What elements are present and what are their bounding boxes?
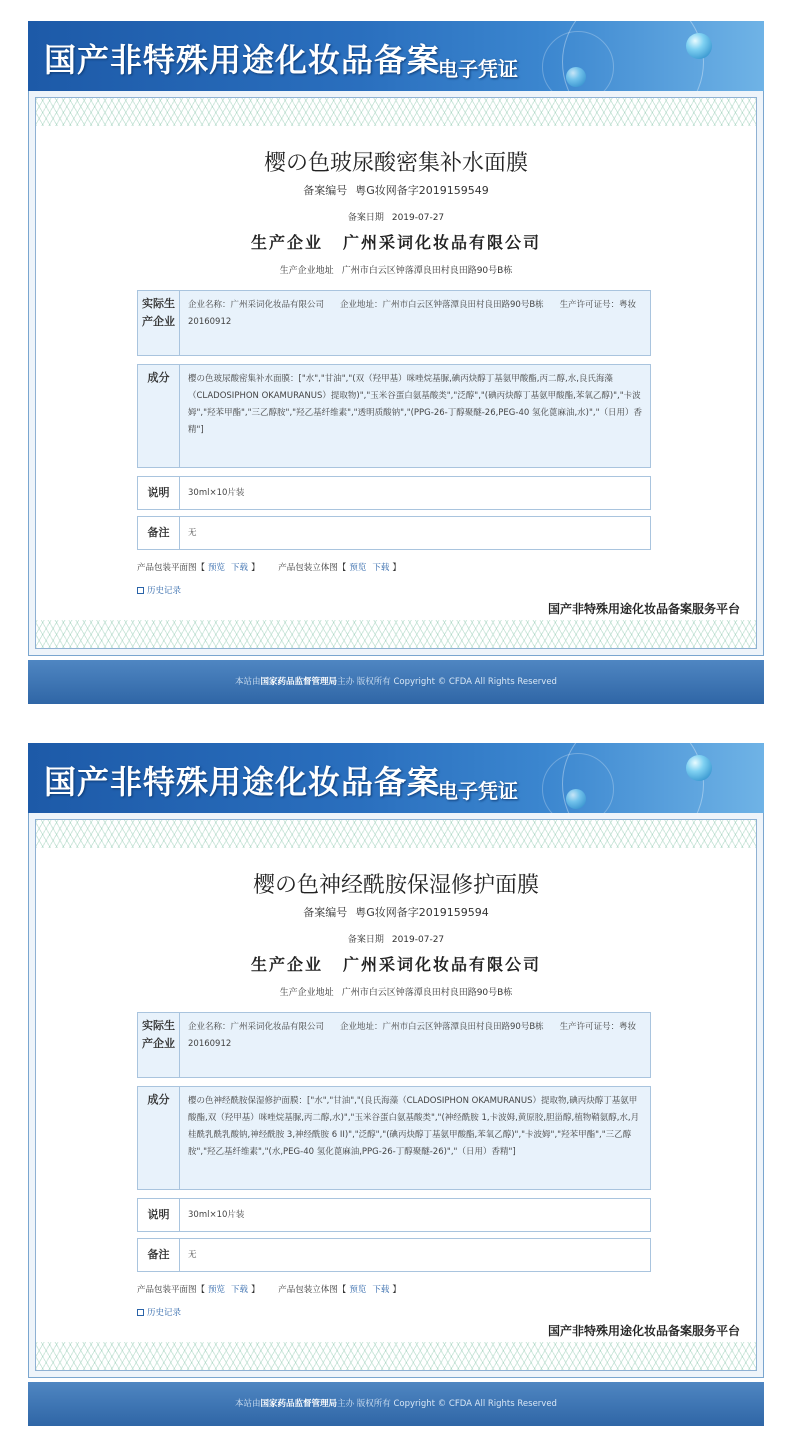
flat-preview-link[interactable]: 预览 <box>208 563 226 573</box>
ingredients-label: 成分 <box>138 365 180 467</box>
ingredients-box <box>137 364 651 468</box>
registration-date: 备案日期 2019-07-27 <box>347 213 445 223</box>
registration-number: 备案编号 粤G妆网备字2019159594 <box>303 906 489 919</box>
actual-manufacturer-label: 实际生产企业 <box>138 291 180 355</box>
manufacturer-address: 生产企业地址 广州市白云区钟落潭良田村良田路90号B栋 <box>279 988 513 998</box>
certificate-frame <box>28 91 764 656</box>
flat-download-link[interactable]: 下载 <box>231 563 249 573</box>
description-box <box>137 476 651 510</box>
product-title: 樱の色玻尿酸密集补水面膜 <box>263 151 528 176</box>
remarks-label: 备注 <box>138 1239 180 1271</box>
package-image-links: 产品包装平面图【 预览 下载 】 产品包装立体图【 预览 下载 】 <box>137 1285 401 1295</box>
banner-subtitle: 电子凭证 <box>438 57 518 81</box>
history-link[interactable]: 历史记录 <box>137 1306 181 1318</box>
remarks-value: 无 <box>188 1249 197 1260</box>
certificate-frame <box>28 813 764 1378</box>
actual-manufacturer-value: 企业名称：广州采词化妆品有限公司 企业地址：广州市白云区钟落潭良田村良田路90号B栋 生产许可证号：粤妆20160912 <box>188 1022 637 1049</box>
actual-manufacturer-box <box>137 1012 651 1078</box>
remarks-box <box>137 516 651 550</box>
platform-name: 国产非特殊用途化妆品备案服务平台 <box>547 602 740 616</box>
decorative-wave-top <box>36 820 756 848</box>
platform-name: 国产非特殊用途化妆品备案服务平台 <box>547 1324 740 1338</box>
footer-org: 国家药品监督管理局 <box>260 1399 338 1409</box>
banner <box>28 743 764 813</box>
banner <box>28 21 764 91</box>
molecule-icon <box>566 67 586 87</box>
ingredients-value: 樱の色玻尿酸密集补水面膜：["水","甘油","(双（羟甲基）咪唑烷基脲,碘丙炔醇丁基氨甲酸酯,丙二醇,水,良氏海藻（CLADOSIPHON OKAMURANUS）提取物)","玉米谷蛋白氨基酸类","泛醇","(碘丙炔醇丁基氨甲酸酯,苯氧乙醇)","卡波姆","羟苯甲酯","三乙醇胺","羟乙基纤维素","透明质酸钠","(PPG-26-丁醇聚醚-26,PEG-40 氢化蓖麻油,水)","（日用）香精"] <box>188 374 643 435</box>
description-value: 30ml×10片装 <box>188 487 245 498</box>
actual-manufacturer-label: 实际生产企业 <box>138 1013 180 1077</box>
certificate-paper <box>35 97 757 649</box>
decorative-wave-bottom <box>36 620 756 648</box>
solid-preview-link[interactable]: 预览 <box>349 563 367 573</box>
flat-download-link[interactable]: 下载 <box>231 1285 249 1295</box>
description-value: 30ml×10片装 <box>188 1209 245 1220</box>
banner-subtitle: 电子凭证 <box>438 779 518 803</box>
remarks-label: 备注 <box>138 517 180 549</box>
actual-manufacturer-value: 企业名称：广州采词化妆品有限公司 企业地址：广州市白云区钟落潭良田村良田路90号B栋 生产许可证号：粤妆20160912 <box>188 300 637 327</box>
description-box <box>137 1198 651 1232</box>
external-link-icon <box>137 1309 144 1316</box>
registration-number: 备案编号 粤G妆网备字2019159549 <box>303 184 489 197</box>
description-label: 说明 <box>138 477 180 509</box>
package-image-links: 产品包装平面图【 预览 下载 】 产品包装立体图【 预览 下载 】 <box>137 563 401 573</box>
solid-download-link[interactable]: 下载 <box>372 1285 390 1295</box>
banner-title: 国产非特殊用途化妆品备案 <box>44 41 441 79</box>
manufacturer: 生产企业 广州采词化妆品有限公司 <box>250 233 542 252</box>
product-title: 樱の色神经酰胺保湿修护面膜 <box>252 873 539 898</box>
remarks-box <box>137 1238 651 1272</box>
remarks-value: 无 <box>188 527 197 538</box>
external-link-icon <box>137 587 144 594</box>
ingredients-value: 樱の色神经酰胺保湿修护面膜：["水","甘油","(良氏海藻（CLADOSIPHON OKAMURANUS）提取物,碘丙炔醇丁基氨甲酸酯,双（羟甲基）咪唑烷基脲,丙二醇,水)","玉米谷蛋白氨基酸类","(神经酰胺 1,卡波姆,黄原胶,胆甾醇,植物鞘氨醇,水,月桂酰乳酰乳酸钠,神经酰胺 3,神经酰胺 6 II)","泛醇","(碘丙炔醇丁基氨甲酸酯,苯氧乙醇)","卡波姆","羟苯甲酯","三乙醇胺","羟乙基纤维素","(水,PEG-40 氢化蓖麻油,PPG-26-丁醇聚醚-26)","（日用）香精"] <box>188 1096 640 1157</box>
manufacturer-address: 生产企业地址 广州市白云区钟落潭良田村良田路90号B栋 <box>279 266 513 276</box>
molecule-icon <box>566 789 586 809</box>
solid-preview-link[interactable]: 预览 <box>349 1285 367 1295</box>
globe-icon <box>686 33 712 59</box>
ingredients-label: 成分 <box>138 1087 180 1189</box>
banner-title: 国产非特殊用途化妆品备案 <box>44 763 441 801</box>
registration-date: 备案日期 2019-07-27 <box>347 935 445 945</box>
certificate-1 <box>28 21 764 704</box>
footer: 本站由国家药品监督管理局主办 版权所有 Copyright © CFDA All Rights Reserved <box>28 660 764 704</box>
certificate-2 <box>28 743 764 1426</box>
manufacturer: 生产企业 广州采词化妆品有限公司 <box>250 955 542 974</box>
certificate-paper <box>35 819 757 1371</box>
solid-download-link[interactable]: 下载 <box>372 563 390 573</box>
globe-icon <box>686 755 712 781</box>
flat-preview-link[interactable]: 预览 <box>208 1285 226 1295</box>
actual-manufacturer-box <box>137 290 651 356</box>
decorative-wave-top <box>36 98 756 126</box>
footer-org: 国家药品监督管理局 <box>260 677 338 687</box>
decorative-wave-bottom <box>36 1342 756 1370</box>
history-link[interactable]: 历史记录 <box>137 584 181 596</box>
ingredients-box <box>137 1086 651 1190</box>
description-label: 说明 <box>138 1199 180 1231</box>
footer: 本站由国家药品监督管理局主办 版权所有 Copyright © CFDA All Rights Reserved <box>28 1382 764 1426</box>
